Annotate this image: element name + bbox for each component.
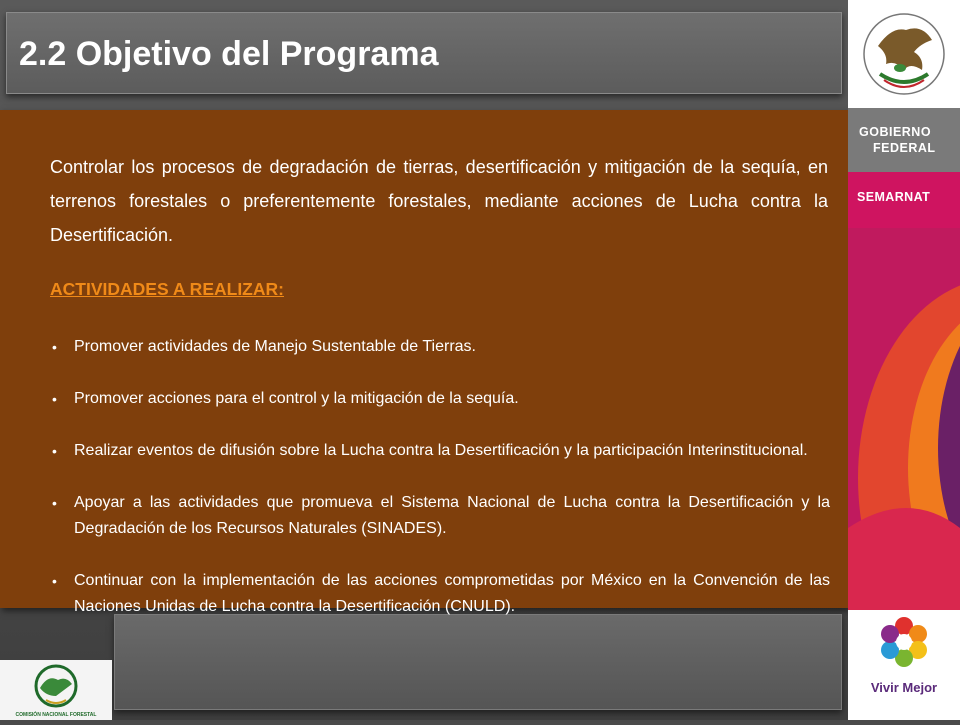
mexico-seal [848,0,960,108]
gobierno-label: GOBIERNO [859,125,932,139]
objective-text: Controlar los procesos de degradación de tierras, desertificación y mitigación de la sequía, en terrenos forestales o preferentemente forestales, mediante acciones de Lucha contra la Desertificación. [50,157,828,245]
gobierno-federal-logo [848,108,960,172]
activities-list [48,334,830,646]
vivir-mejor-label: Vivir Mejor [870,680,938,695]
activities-heading: ACTIVIDADES A REALIZAR: [50,279,284,299]
vivir-mejor-logo [848,610,960,720]
sidebar [848,0,960,720]
activity-item: • Apoyar a las actividades que promueva el Sistema Nacional de Lucha contra la Desertificación y la Degradación de los Recursos Naturales (SINADES). [48,490,830,542]
semarnat-label: SEMARNAT [857,190,931,204]
conafor-logo [0,660,112,720]
federal-label: FEDERAL [873,141,936,155]
activity-item: • Promover acciones para el control y la mitigación de la sequía. [48,386,830,412]
conafor-emblem-icon [0,660,112,720]
title-bar [6,12,842,94]
mexico-eagle-seal-icon [848,0,960,108]
conafor-label: COMISIÓN NACIONAL FORESTAL [15,712,97,718]
semarnat-logo [848,172,960,228]
activity-item: • Continuar con la implementación de las acciones comprometidas por México en la Convención de las Naciones Unidas de Lucha contra la Desertificación (CNULD). [48,568,830,620]
activity-item: • Realizar eventos de difusión sobre la Lucha contra la Desertificación y la participación Interinstitucional. [48,438,830,464]
page-title: 2.2 Objetivo del Programa [19,35,439,73]
decorative-swirl-icon [848,228,960,610]
activity-item: • Promover actividades de Manejo Sustentable de Tierras. [48,334,830,360]
decorative-color-art [848,228,960,610]
vivir-mejor-flower-icon [848,610,960,680]
